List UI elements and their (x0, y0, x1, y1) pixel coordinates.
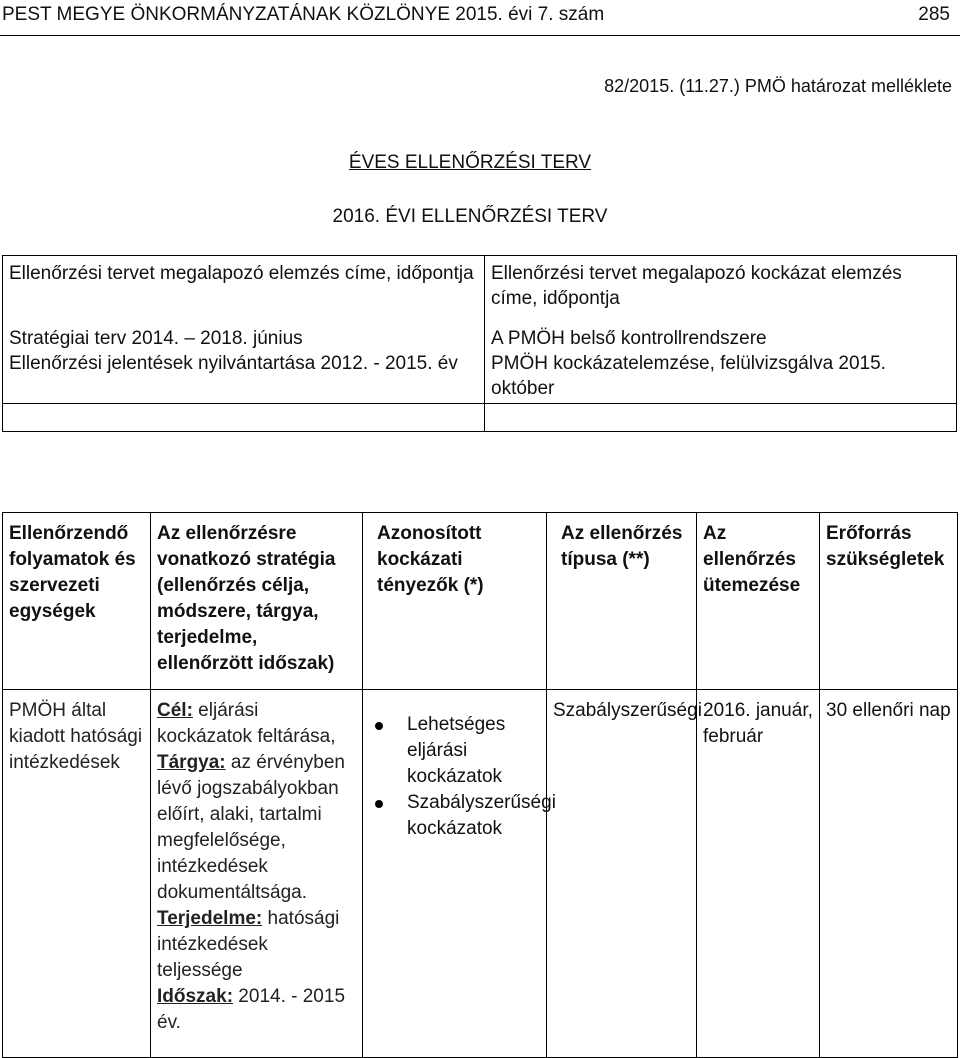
basis-row1-col2: A PMÖH belső kontrollrendszere (491, 327, 767, 349)
strategy-cell (151, 690, 363, 1058)
risk-item: Lehetséges eljárási kockázatok (369, 712, 540, 790)
plan-header-cell: Az ellenőrzés ütemezése (697, 513, 820, 690)
plan-header-cell: Azonosított kockázati tényezők (*) (363, 513, 547, 690)
page-header (0, 0, 960, 36)
plan-header-cell: Az ellenőrzésre vonatkozó stratégia (ellenőrzés célja, módszere, tárgya, terjedelme, ellenőrzött időszak) (151, 513, 363, 690)
basis-row2-col1: Ellenőrzési jelentések nyilvántartása 2012. - 2015. év (3, 351, 485, 403)
schedule-cell: 2016. január, február (697, 690, 820, 1058)
plan-header-cell: Az ellenőrzés típusa (**) (547, 513, 697, 690)
main-title: ÉVES ELLENŐRZÉSI TERV (348, 152, 592, 173)
period-text: 2014. - 2015 év. (157, 986, 346, 1033)
period-label: Időszak: (157, 986, 234, 1007)
annex-label: 82/2015. (11.27.) PMÖ határozat melléklete (604, 76, 952, 96)
type-cell: Szabályszerűségi (547, 690, 697, 1058)
process-cell: PMÖH által kiadott hatósági intézkedések (3, 690, 151, 1058)
subject-text: az érvényben lévő jogszabályokban előírt, alaki, tartalmi megfelelősége, intézkedések dokumentáltsága. (157, 752, 345, 903)
sub-title: 2016. ÉVI ELLENŐRZÉSI TERV (332, 206, 608, 227)
basis-col1-title: Ellenőrzési tervet megalapozó elemzés címe, időpontja (3, 256, 485, 326)
plan-header-cell: Erőforrás szükségletek (820, 513, 958, 690)
journal-title: PEST MEGYE ÖNKORMÁNYZATÁNAK KÖZLÖNYE 2015. évi 7. szám (2, 4, 605, 25)
basis-col2-title: Ellenőrzési tervet megalapozó kockázat elemzés címe, időpontja (491, 263, 902, 309)
page-number: 285 (918, 4, 950, 25)
basis-header-row (3, 256, 957, 326)
plan-header-cell: Ellenőrzendő folyamatok és szervezeti egységek (3, 513, 151, 690)
subject-label: Tárgya: (157, 752, 226, 773)
risks-cell (363, 690, 556, 1058)
goal-text: eljárási kockázatok feltárása, (157, 700, 336, 747)
risk-list (369, 712, 556, 842)
basis-table (2, 255, 957, 432)
plan-table (2, 512, 958, 1058)
scope-label: Terjedelme: (157, 908, 263, 929)
basis-row (3, 351, 957, 403)
resources-cell: 30 ellenőri nap (820, 690, 958, 1058)
plan-header-row (3, 513, 958, 690)
basis-empty-cell (3, 404, 485, 432)
basis-row1-col1: Stratégiai terv 2014. – 2018. június (3, 326, 485, 352)
risk-item: Szabályszerűségi kockázatok (369, 790, 540, 842)
scope-text: hatósági intézkedések teljessége (157, 908, 340, 981)
basis-empty-row (3, 404, 957, 432)
basis-row2-col2: PMÖH kockázatelemzése, felülvizsgálva 2015. október (491, 353, 886, 400)
basis-row (3, 326, 957, 352)
plan-row (3, 690, 958, 1058)
goal-label: Cél: (157, 700, 193, 721)
basis-empty-cell (485, 404, 957, 432)
